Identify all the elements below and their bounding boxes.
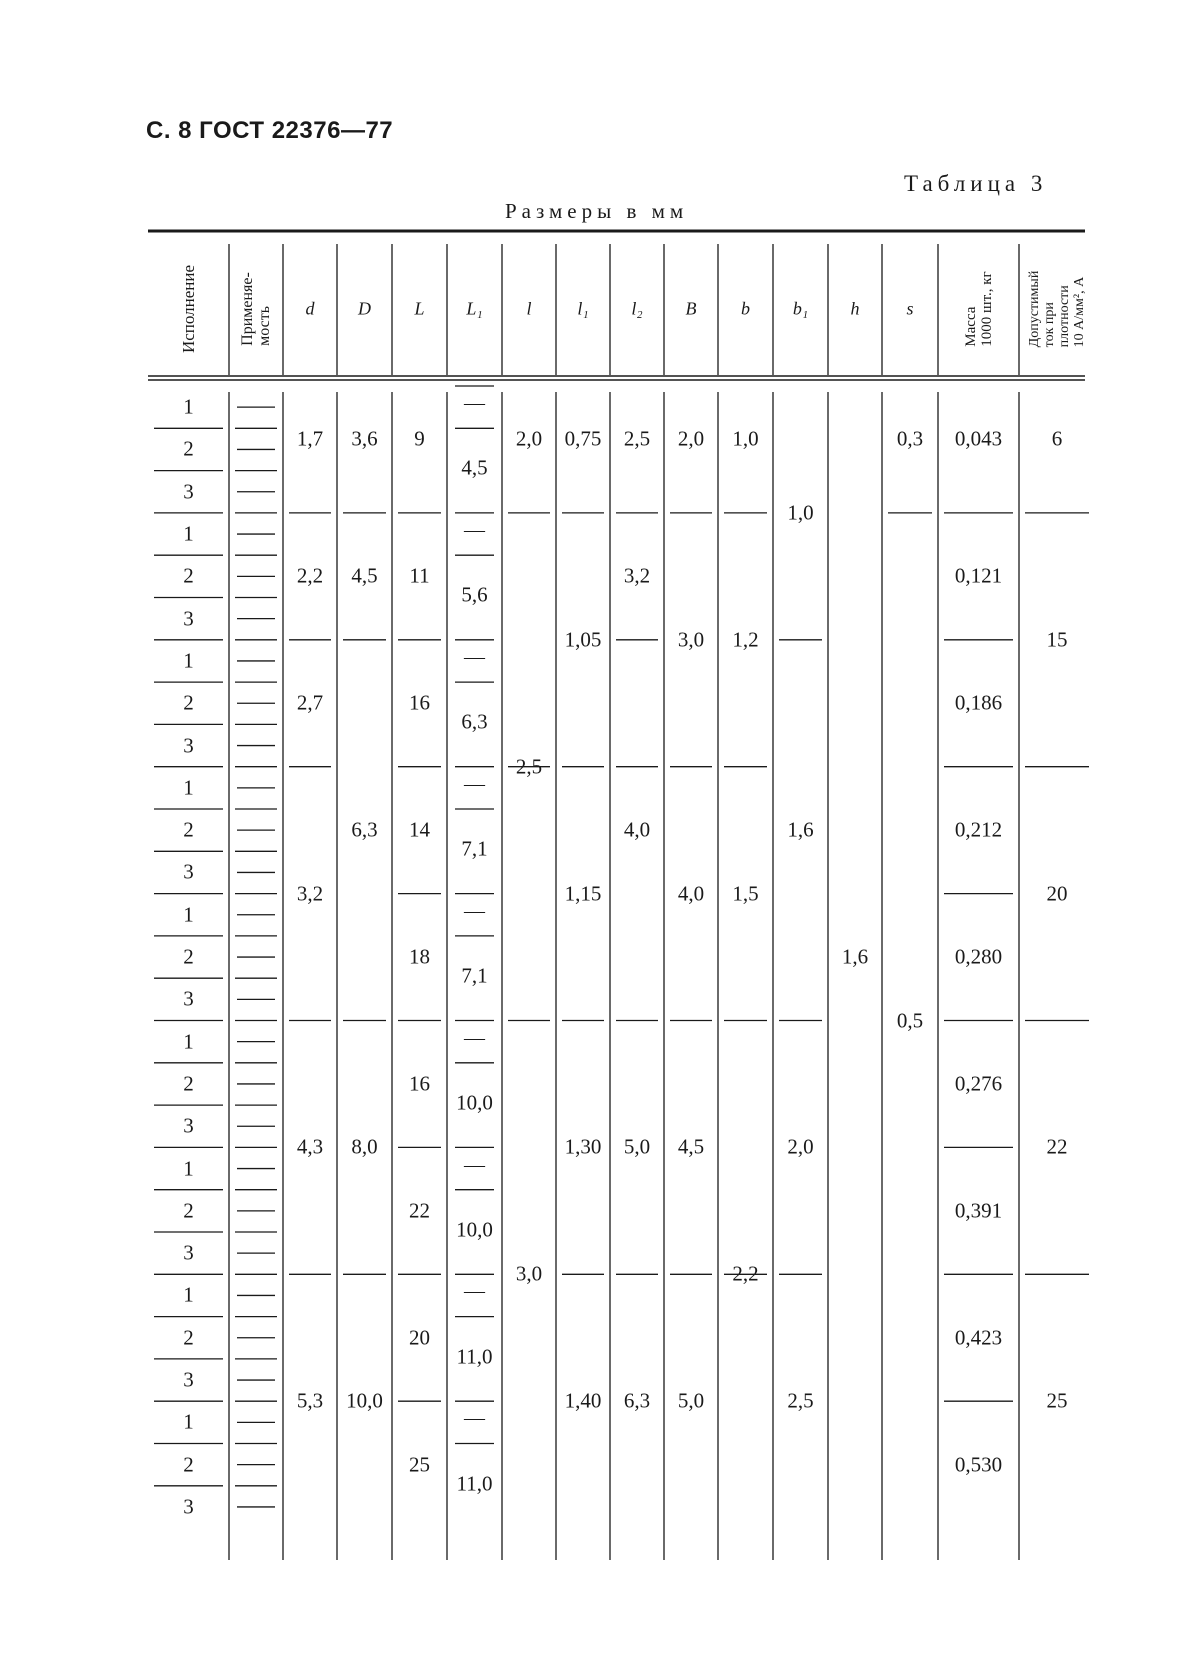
cell-l1: 1,05 <box>564 627 602 652</box>
cell-B: 5,0 <box>677 1388 705 1413</box>
cell-massa: 0,391 <box>954 1198 1003 1223</box>
cell-l2: 3,2 <box>623 563 651 588</box>
cell-l: 2,0 <box>515 426 543 451</box>
row-number: 3 <box>183 1367 194 1392</box>
cell-D: 4,5 <box>351 563 378 588</box>
header-b1: b₁ <box>792 298 809 319</box>
cell-L1: 6,3 <box>461 709 488 734</box>
header-D: D <box>358 298 371 319</box>
cell-L1-dash: — <box>464 1278 485 1303</box>
row-number: 1 <box>183 648 194 673</box>
row-number: 3 <box>183 986 194 1011</box>
cell-tok: 15 <box>1046 627 1068 652</box>
cell-L1-dash: — <box>464 517 485 542</box>
row-number: 1 <box>183 1409 194 1434</box>
cell-massa: 0,212 <box>954 817 1003 842</box>
cell-l1: 1,30 <box>564 1134 602 1159</box>
header-L: L <box>414 298 425 319</box>
cell-D: 8,0 <box>351 1134 378 1159</box>
cell-L: 20 <box>409 1325 430 1350</box>
header-line: 1000 шт., кг <box>978 271 995 347</box>
cell-L1-dash: — <box>464 1405 485 1430</box>
cell-L1: 10,0 <box>456 1090 493 1115</box>
cell-B: 4,5 <box>677 1134 705 1159</box>
header-line: мость <box>256 305 273 346</box>
header-d: d <box>305 298 315 319</box>
cell-d: 4,3 <box>296 1134 324 1159</box>
cell-l2: 5,0 <box>623 1134 651 1159</box>
cell-d: 2,7 <box>296 690 324 715</box>
cell-L1: 7,1 <box>461 836 488 861</box>
cell-tok: 6 <box>1051 426 1063 451</box>
header-line: Применяе- <box>239 272 256 346</box>
cell-d: 3,2 <box>296 881 324 906</box>
header-line: 10 А/мм², А <box>1072 276 1087 348</box>
row-number: 2 <box>183 1198 194 1223</box>
cell-D: 6,3 <box>351 817 378 842</box>
cell-b: 1,0 <box>732 426 759 451</box>
header-ispolnenie <box>180 265 198 353</box>
row-number: 3 <box>183 479 194 504</box>
cell-B: 2,0 <box>677 426 705 451</box>
cell-L1: 7,1 <box>461 963 488 988</box>
row-number: 1 <box>183 521 194 546</box>
cell-d: 2,2 <box>296 563 324 588</box>
cell-b1: 2,0 <box>787 1134 814 1159</box>
row-number: 1 <box>183 775 194 800</box>
header-line: ток при <box>1042 302 1057 348</box>
row-number: 2 <box>183 436 194 461</box>
cell-L1-dash: — <box>464 1025 485 1050</box>
header-line: Допустимый <box>1027 270 1042 348</box>
cell-massa: 0,186 <box>954 690 1003 715</box>
row-number: 3 <box>183 859 194 884</box>
header-l: l <box>526 298 532 319</box>
header-primenyaemost <box>239 272 273 346</box>
cell-l1: 1,15 <box>564 881 602 906</box>
cell-D: 10,0 <box>346 1388 383 1413</box>
cell-L: 22 <box>409 1198 430 1223</box>
header-l1: l₁ <box>577 298 589 319</box>
cell-L1: 11,0 <box>456 1344 493 1369</box>
row-number: 2 <box>183 563 194 588</box>
header-l2: l₂ <box>631 298 643 319</box>
cell-L: 16 <box>409 1071 430 1096</box>
cell-b1: 1,0 <box>787 500 814 525</box>
cell-B: 3,0 <box>677 627 705 652</box>
cell-tok: 20 <box>1046 881 1068 906</box>
cell-L1: 4,5 <box>461 455 488 480</box>
row-number: 3 <box>183 1240 194 1265</box>
row-number: 2 <box>183 1325 194 1350</box>
cell-tok: 22 <box>1046 1134 1068 1159</box>
cell-L1: 5,6 <box>461 582 488 607</box>
cell-L1: 11,0 <box>456 1471 493 1496</box>
cell-L: 9 <box>414 426 425 451</box>
row-number: 2 <box>183 1071 194 1096</box>
cell-l1: 0,75 <box>564 426 602 451</box>
cell-L1-dash: — <box>464 898 485 923</box>
row-number: 1 <box>183 1282 194 1307</box>
row-number: 2 <box>183 690 194 715</box>
header-line: Масса <box>962 306 979 347</box>
cell-b: 2,2 <box>732 1261 759 1286</box>
row-number: 2 <box>183 1452 194 1477</box>
row-number: 3 <box>183 606 194 631</box>
cell-b1: 2,5 <box>787 1388 814 1413</box>
cell-massa: 0,121 <box>954 563 1003 588</box>
cell-L1-dash: — <box>464 1152 485 1177</box>
cell-L: 14 <box>409 817 430 842</box>
cell-massa: 0,043 <box>954 426 1003 451</box>
cell-L: 25 <box>409 1452 430 1477</box>
header-line: плотности <box>1057 285 1072 348</box>
header-s: s <box>906 298 914 319</box>
units-caption: Размеры в мм <box>505 199 689 223</box>
cell-l1: 1,40 <box>564 1388 602 1413</box>
cell-l: 2,5 <box>515 754 543 779</box>
header-massa <box>963 271 995 346</box>
row-number: 2 <box>183 817 194 842</box>
row-number: 3 <box>183 1494 194 1519</box>
cell-h: 1,6 <box>841 944 869 969</box>
row-number: 2 <box>183 944 194 969</box>
cell-L1-dash: — <box>464 390 485 415</box>
cell-b1: 1,6 <box>787 817 814 842</box>
row-number: 3 <box>183 733 194 758</box>
cell-l2: 6,3 <box>623 1388 651 1413</box>
cell-s: 0,5 <box>896 1008 924 1032</box>
row-number: 1 <box>183 1029 194 1054</box>
cell-tok: 25 <box>1046 1388 1068 1413</box>
cell-massa: 0,530 <box>954 1452 1003 1477</box>
cell-L: 16 <box>409 690 430 715</box>
header-h: h <box>850 298 860 319</box>
cell-L: 11 <box>409 563 430 588</box>
table-number: Таблица 3 <box>904 171 1048 196</box>
cell-massa: 0,276 <box>954 1071 1003 1096</box>
cell-s: 0,3 <box>896 426 924 451</box>
cell-massa: 0,280 <box>954 944 1003 969</box>
cell-massa: 0,423 <box>954 1325 1003 1350</box>
cell-L1-dash: — <box>464 771 485 796</box>
cell-d: 1,7 <box>296 426 324 451</box>
cell-l2: 2,5 <box>623 426 651 451</box>
row-number: 1 <box>183 1156 194 1181</box>
header-b: b <box>741 298 750 319</box>
cell-L1: 10,0 <box>456 1217 493 1242</box>
cell-d: 5,3 <box>296 1388 324 1413</box>
header-B: B <box>685 298 697 319</box>
cell-b: 1,2 <box>732 627 759 652</box>
cell-D: 3,6 <box>351 426 378 451</box>
header-tok <box>1027 271 1087 348</box>
cell-B: 4,0 <box>677 881 705 906</box>
cell-b: 1,5 <box>732 881 759 906</box>
page-header: С. 8 ГОСТ 22376—77 <box>146 117 394 144</box>
row-number: 3 <box>183 1113 194 1138</box>
cell-l2: 4,0 <box>623 817 651 842</box>
header-L1: L₁ <box>466 298 483 319</box>
header-line: Исполнение <box>178 264 198 354</box>
cell-L1-dash: — <box>464 644 485 669</box>
cell-l: 3,0 <box>515 1261 543 1286</box>
row-number: 1 <box>183 902 194 927</box>
cell-L: 18 <box>409 944 430 969</box>
row-number: 1 <box>183 394 194 419</box>
